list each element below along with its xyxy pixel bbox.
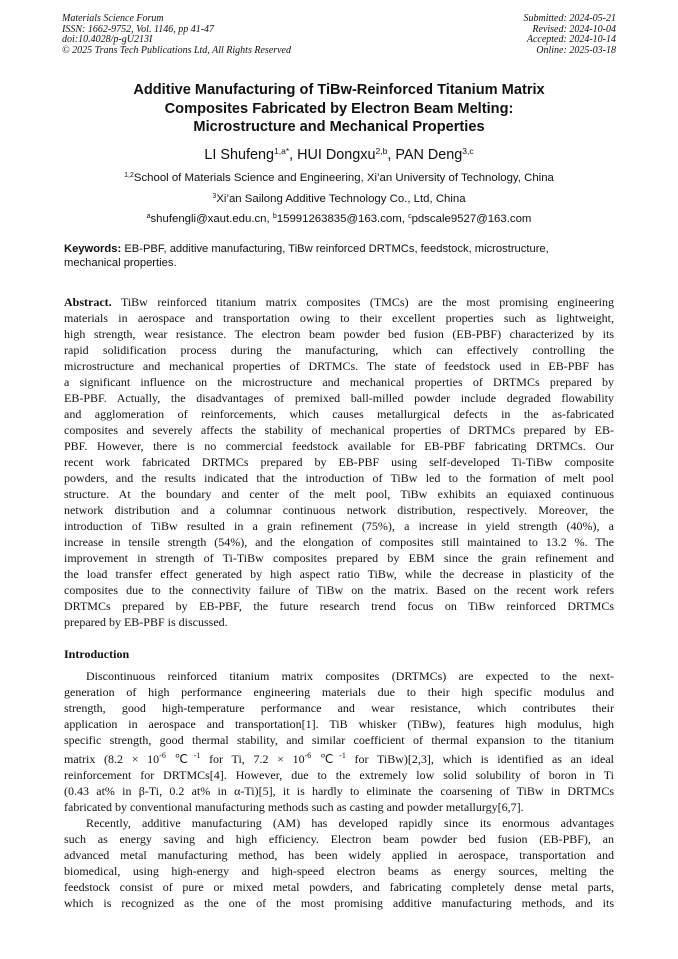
intro-line: generation of high performance engineering materials due to their high specific modulus and: [64, 685, 614, 699]
journal-name: Materials Science Forum: [62, 13, 164, 24]
introduction-heading: Introduction: [64, 647, 130, 661]
abstract-line: improvement in strength of Ti-TiBw composites prepared by EBM since the grain refinement and: [64, 551, 614, 565]
intro-line: application in aerospace and transportation[1]. TiB whisker (TiBw), features high modulus, high: [64, 717, 614, 731]
abstract-line: composites due to the connectivity failure of TiBw on the matrix. Based on the recent work refers: [64, 583, 614, 597]
author-affiliation-mark: 1,a*: [274, 146, 290, 156]
journal-doi[interactable]: doi:10.4028/p-gU213I: [62, 34, 153, 46]
abstract-line: introduction of TiBw resulted in a grain refinement (75%), a increase in yield strength (40%), a: [64, 519, 614, 533]
email-mark: a: [146, 213, 151, 220]
paper-title: [40, 81, 638, 137]
cte-exponent: -6: [304, 751, 312, 760]
online-date: Online: 2025-03-18: [536, 44, 616, 56]
abstract-label: Abstract.: [64, 295, 112, 309]
abstract-line: high strength, wear resistance. The electron beam powder bed fusion (EB-PBF) characterized by its: [64, 327, 614, 341]
intro-line: [64, 748, 614, 767]
cte-text: matrix (8.2 × 10: [64, 752, 160, 766]
abstract-line: [64, 294, 614, 310]
affiliation-text: Xi’an Sailong Additive Technology Co., Ltd, China: [216, 193, 466, 205]
author-email[interactable]: 15991263835@163.com: [276, 213, 402, 225]
intro-line: such as energy saving and high efficiency. Electron beam powder bed fusion (EB-PBF), an: [64, 832, 614, 846]
intro-line: strength, good high-temperature performance and wear resistance, which contributes their: [64, 701, 614, 715]
intro-line: specific strength, good thermal stability, and similar coefficient of thermal expansion to the titanium: [64, 733, 614, 747]
title-line: Microstructure and Mechanical Properties: [193, 119, 485, 135]
cte-exponent: -1: [339, 751, 346, 760]
keywords-line: [64, 243, 614, 257]
abstract-line: materials in aerospace and transportation owing to their excellent properties such as lightweight,: [64, 311, 614, 325]
keywords-text: EB-PBF, additive manufacturing, TiBw reinforced DRTMCs, feedstock, microstructure,: [124, 243, 549, 255]
intro-line: reinforcement for DRTMCs[4]. However, due to the extremely low solid solubility of boron in Ti: [64, 768, 614, 782]
abstract-line: EB-PBF. Actually, the disadvantages of premixed ball-milled powder include degraded flowability: [64, 391, 614, 405]
abstract-line: prepared by EB-PBF is discussed.: [64, 615, 228, 629]
author-name: LI Shufeng: [204, 147, 274, 163]
journal-info: [62, 14, 291, 56]
email-mark: b: [272, 213, 277, 220]
affiliation-text: School of Materials Science and Engineering, Xi’an University of Technology, China: [133, 172, 554, 184]
affiliation-mark: 1,2: [124, 172, 134, 179]
cte-text: ℃: [165, 752, 194, 766]
author-email[interactable]: pdscale9527@163.com: [411, 213, 532, 225]
intro-line: biomedical, using high-energy and high-speed electron beams as energy sources, melting the: [64, 864, 614, 878]
abstract-line: DRTMCs prepared by EB-PBF, the future research trend focus on TiBw reinforced DRTMCs: [64, 599, 614, 613]
abstract-line: structure. At the boundary and center of the melt pool, TiBw exhibits an equiaxed continuous: [64, 487, 614, 501]
author-emails: $^a$shufengli@xaut.edu.cn, $^b$15991263835@163.com, $^c$pdscale9527@163.com: [146, 213, 532, 225]
abstract-line: PBF. However, there is no commercial feedstock available for EB-PBF fabricating DRTMCs. Our: [64, 439, 614, 453]
keywords-label: Keywords:: [64, 243, 122, 255]
submitted-date: Submitted: 2024-05-21: [523, 13, 616, 24]
intro-line: which is recognized as the one of the most promising additive manufacturing methods, and its: [64, 896, 614, 910]
author-affiliation-mark: 3,c: [462, 146, 474, 156]
intro-line: Discontinuous reinforced titanium matrix composites (DRTMCs) are expected to the next-: [86, 669, 614, 683]
cte-exponent: -6: [159, 751, 166, 760]
cte-text: for Ti, 7.2 × 10: [200, 752, 305, 766]
keywords-line: mechanical properties.: [64, 256, 177, 269]
intro-line: (0.43 at% in β-Ti, 0.2 at% in α-Ti)[5], it is hardly to eliminate the coarsening of TiBw in DRTMCs: [64, 784, 614, 798]
cte-exponent: -1: [193, 751, 201, 760]
journal-issn: ISSN: 1662-9752, Vol. 1146, pp 41-47: [62, 23, 215, 35]
cte-text: for TiBw)[2,3], which is identified as an ideal: [345, 752, 614, 766]
abstract-line: microstructure and mechanical properties of DRTMCs. The state of feedstock used in EB-PBF has: [64, 359, 614, 373]
affiliation-2: [40, 190, 638, 206]
accepted-date: Accepted: 2024-10-14: [526, 34, 616, 46]
abstract-text: TiBw reinforced titanium matrix composites (TMCs) are the most promising engineering: [120, 295, 614, 309]
keywords-section: [64, 243, 614, 270]
author-name: PAN Deng: [395, 147, 463, 163]
title-line: Composites Fabricated by Electron Beam Melting:: [164, 100, 514, 117]
author-affiliation-mark: 2,b: [375, 146, 388, 156]
abstract-line: powders, and the results indicated that the introduction of TiBw led to the formation of melt pool: [64, 471, 614, 485]
intro-line: advanced metal manufacturing method, has been widely applied in aerospace, transportation and: [64, 848, 614, 862]
abstract-section: [64, 294, 614, 630]
abstract-line: recent work fabricated DRTMCs prepared by EB-PBF using self-developed Ti-TiBw composite: [64, 455, 614, 469]
abstract-line: composites and severely affects the stability of mechanical properties of DRTMCs prepared by EB-: [64, 423, 614, 437]
intro-line: fabricated by conventional manufacturing methods such as casting and powder metallurgy[6,7].: [64, 800, 524, 814]
abstract-line: the load transfer effect generated by high aspect ratio TiBw, while the decrease in plasticity of the: [64, 567, 614, 581]
author-email[interactable]: shufengli@xaut.edu.cn: [150, 213, 267, 225]
intro-line: Recently, additive manufacturing (AM) has developed rapidly since its enormous advantages: [86, 816, 614, 830]
abstract-line: increase in tensile strength (54%), and the elongation of composites still maintained to 13.2 %. The: [64, 535, 614, 549]
abstract-line: and agglomeration of reinforcements, which causes metallurgical defects in the as-fabricated: [64, 407, 614, 421]
intro-line: feedstock consist of pure or mixed metal powders, and fabricating completely dense metal parts,: [64, 880, 614, 894]
introduction-body: [64, 668, 614, 911]
email-mark: c: [408, 213, 412, 220]
abstract-line: a significant influence on the microstructure and mechanical properties of DRTMCs prepared by: [64, 375, 614, 389]
abstract-line: rapid solidification process during the manufacturing, which can effectively controlling the: [64, 343, 614, 357]
abstract-line: network distribution and a columnar continuous network distribution, respectively. Moreover, the: [64, 503, 614, 517]
author-name: HUI Dongxu: [297, 147, 376, 163]
journal-copyright: © 2025 Trans Tech Publications Ltd, All Rights Reserved: [62, 44, 291, 56]
affiliation-1: [40, 169, 638, 185]
cte-text: ℃: [311, 752, 340, 766]
revised-date: Revised: 2024-10-04: [532, 23, 616, 35]
submission-dates: [524, 14, 617, 56]
title-line: Additive Manufacturing of TiBw-Reinforced Titanium Matrix: [133, 82, 545, 98]
affiliation-mark: 3: [212, 193, 217, 200]
author-list: LI Shufeng$^{1,a*}$, HUI Dongxu$^{2,b}$, PAN Deng$^{3,c}$: [204, 146, 474, 163]
